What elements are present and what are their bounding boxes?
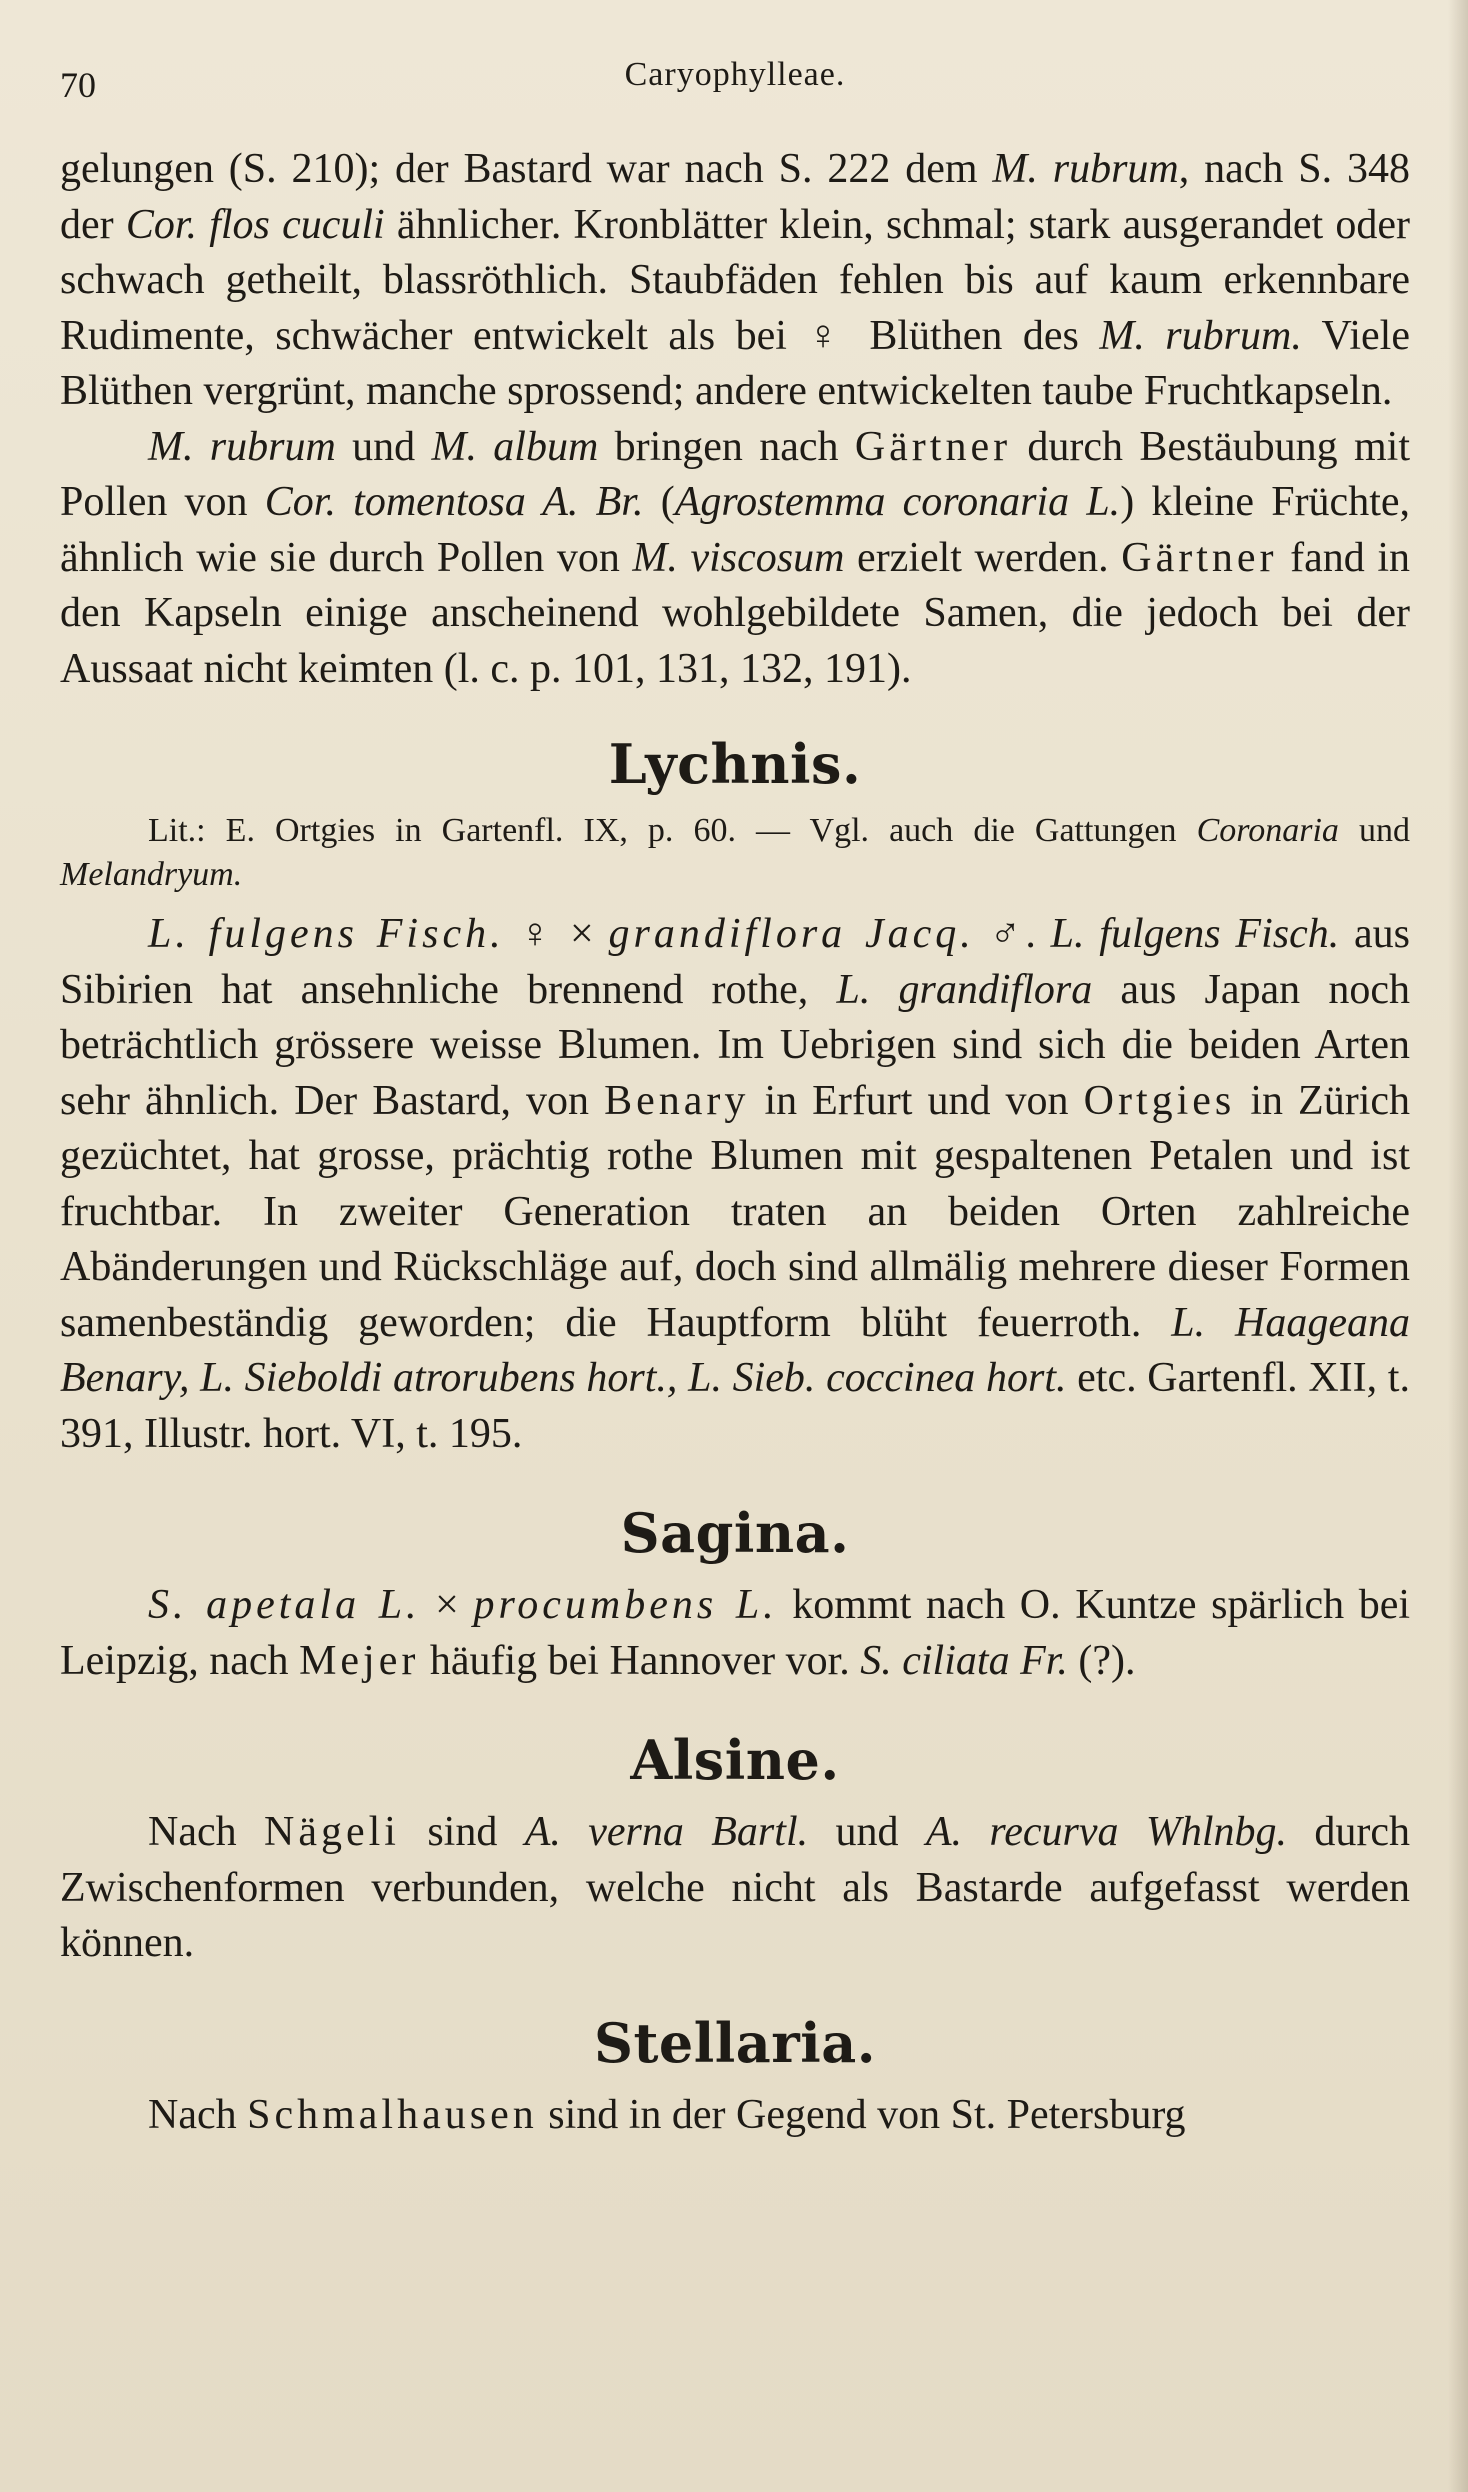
paragraph-melandryum-continued: gelungen (S. 210); der Bastard war nach S. 222 dem M. rubrum, nach S. 348 der Cor. flos cuculi ähnlicher. Kronblätter klein, schmal; stark ausgerandet oder schwach getheilt, blassröthlich. Staubfäden fehlen bis auf kaum erkennbare Rudimente, schwächer entwickelt als bei ♀ Blüthen des M. rubrum. Viele Blüthen vergrünt, manche sprossend; andere entwickelten taube Fruchtkapseln. — [60, 146, 1410, 414]
paragraph-gaertner: M. rubrum und M. album bringen nach Gärtner durch Bestäubung mit Pollen von Cor. tomentosa A. Br. (Agrostemma coronaria L.) kleine Früchte, ähnlich wie sie durch Pollen von M. viscosum erzielt werden. Gärtner fand in den Kapseln einige anscheinend wohlgebildete Samen, die jedoch bei der Aussaat nicht keimten (l. c. p. 101, 131, 132, 191). — [60, 423, 1411, 692]
paragraph-lychnis: L. fulgens Fisch. ♀ × grandiflora Jacq. ♂. L. fulgens Fisch. aus Sibirien hat ansehnliche brennend rothe, L. grandiflora aus Japan noch beträchtlich grössere weisse Blumen. Im Uebrigen sind sich die beiden Arten sehr ähnlich. Der Bastard, von Benary in Erfurt und von Ortgies in Zürich gezüchtet, hat grosse, prächtig rothe Blumen mit gespaltenen Petalen und ist fruchtbar. In zweiter Generation traten an beiden Orten zahlreiche Abänderungen und Rückschläge auf, doch sind allmälig mehrere dieser Formen samenbeständig geworden; die Hauptform blüht feuerroth. L. Haageana Benary, L. Sieboldi atrorubens hort., L. Sieb. coccinea hort. etc. Gartenfl. XII, t. 391, Illustr. hort. VI, t. 195. — [60, 911, 1411, 1457]
page-body — [60, 142, 1410, 2143]
literature-note-lychnis: Lit.: E. Ortgies in Gartenfl. IX, p. 60. — Vgl. auch die Gattungen Coronaria und Melandryum. — [60, 812, 1410, 893]
heading-alsine: Alsine. — [630, 1728, 840, 1792]
running-head: Caryophylleae. — [624, 56, 846, 93]
page-edge-shadow — [1448, 0, 1468, 2492]
heading-sagina: Sagina. — [620, 1501, 850, 1565]
heading-stellaria: Stellaria. — [593, 2010, 877, 2075]
heading-lychnis: Lychnis. — [608, 732, 862, 796]
paragraph-sagina: S. apetala L. × procumbens L. kommt nach O. Kuntze spärlich bei Leipzig, nach Mejer häufig bei Hannover vor. S. ciliata Fr. (?). — [60, 1582, 1411, 1684]
paragraph-alsine: Nach Nägeli sind A. verna Bartl. und A. recurva Whlnbg. durch Zwischenformen verbunden, welche nicht als Bastarde aufgefasst werden können. — [60, 1809, 1411, 1966]
paragraph-stellaria: Nach Schmalhausen sind in der Gegend von St. Petersburg — [148, 2091, 1186, 2138]
page-number: 70 — [60, 65, 96, 105]
page-header — [60, 52, 1410, 112]
